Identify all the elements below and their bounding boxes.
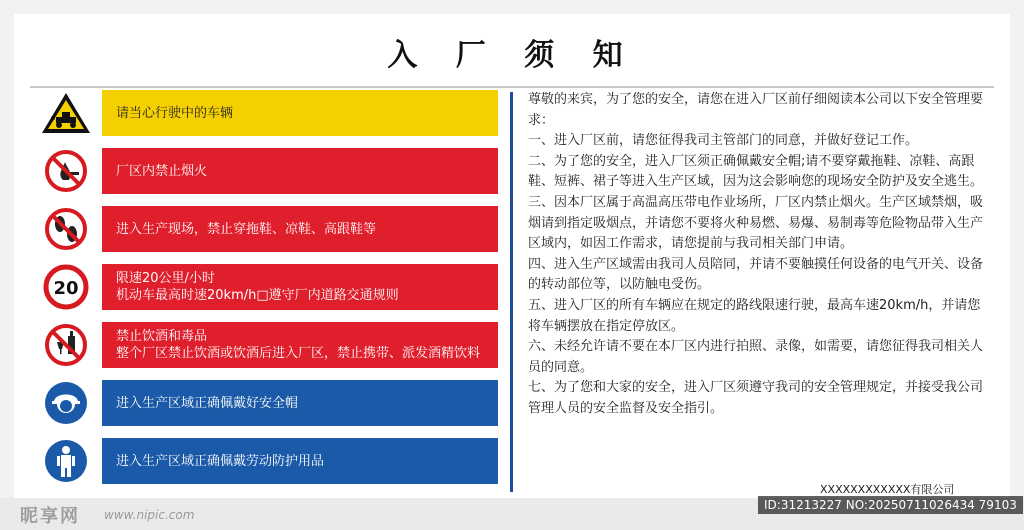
sign-row-protective-gear (40, 438, 498, 484)
sign-label-band (102, 438, 498, 484)
company-name: XXXXXXXXXXXX有限公司 (820, 483, 955, 496)
sign-text: 进入生产区域正确佩戴好安全帽 (116, 395, 299, 411)
sign-text: 限速20公里/小时 (116, 271, 215, 286)
sign-label-band (102, 264, 498, 310)
sign-row-no-alcohol (40, 322, 498, 368)
page-title: 入 厂 须 知 (387, 38, 637, 73)
title-divider (30, 86, 994, 88)
sign-text: 进入生产区域正确佩戴劳动防护用品 (116, 453, 325, 469)
sign-row-no-fire (40, 148, 498, 194)
sign-subtext: 机动车最高时速20km/h□遵守厂内道路交通规则 (116, 288, 399, 303)
no-slippers-icon (40, 206, 92, 252)
notice-item: 二、为了您的安全，进入厂区须正确佩戴安全帽;请不要穿戴拖鞋、凉鞋、高跟鞋、短裤、裙子等进入生产区域，因为这会影响您的现场安全防护及安全逃生。 (528, 153, 984, 190)
vehicle-warning-icon (40, 90, 92, 136)
sign-text: 禁止饮酒和毒品 (116, 329, 208, 344)
speed-limit-icon (40, 264, 92, 310)
notice-item: 六、未经允许请不要在本厂区内进行拍照、录像，如需要，请您征得我司相关人员的同意。 (528, 339, 984, 375)
sign-row-no-slippers (40, 206, 498, 252)
watermark-logo: 昵享网 (20, 506, 80, 527)
sign-label-band (102, 90, 498, 136)
notice-item: 四、进入生产区域需由我司人员陪同，并请不要触摸任何设备的电气开关、设备的转动部位等，以防触电受伤。 (528, 256, 984, 293)
notice-intro: 尊敬的来宾，为了您的安全，请您在进入厂区前仔细阅读本公司以下安全管理要求： (528, 92, 984, 128)
notice-item: 三、因本厂区属于高温高压带电作业场所，厂区内禁止烟火。生产区域禁烟，吸烟请到指定吸烟点，并请您不要将火种易燃、易爆、易制毒等危险物品带入生产区域内，如因工作需求，请您提前与我司相关部门申请。 (528, 194, 984, 252)
sign-row-vehicle (40, 90, 498, 136)
sign-text: 厂区内禁止烟火 (116, 163, 208, 179)
no-alcohol-icon (40, 322, 92, 368)
helmet-icon (40, 380, 92, 426)
sign-subtext: 整个厂区禁止饮酒或饮酒后进入厂区，禁止携带、派发酒精饮料 (116, 346, 481, 361)
watermark-url: www.nipic.com (104, 508, 195, 522)
protective-gear-icon (40, 438, 92, 484)
notice-item: 七、为了您和大家的安全，进入厂区须遵守我司的安全管理规定，并接受我公司管理人员的安全监督及安全指引。 (528, 380, 984, 416)
sign-label-band (102, 206, 498, 252)
column-divider (510, 92, 513, 492)
sign-text: 进入生产现场，禁止穿拖鞋、凉鞋、高跟鞋等 (116, 221, 377, 237)
watermark-id: ID:31213227 NO:20250711026434 79103 (758, 496, 1023, 514)
sign-text: 请当心行驶中的车辆 (116, 105, 234, 121)
sign-row-speed-limit (40, 264, 498, 310)
safety-notice (528, 90, 990, 420)
notice-item: 一、进入厂区前，请您征得我司主管部门的同意，并做好登记工作。 (528, 133, 919, 149)
sign-label-band (102, 148, 498, 194)
speed-limit-value: 20 (53, 278, 79, 299)
sign-label-band (102, 380, 498, 426)
no-fire-icon (40, 148, 92, 194)
notice-item: 五、进入厂区的所有车辆应在规定的路线限速行驶，最高车速20km/h，并请您将车辆摆放在指定停放区。 (528, 297, 981, 334)
sign-label-band (102, 322, 498, 368)
sign-row-helmet (40, 380, 498, 426)
